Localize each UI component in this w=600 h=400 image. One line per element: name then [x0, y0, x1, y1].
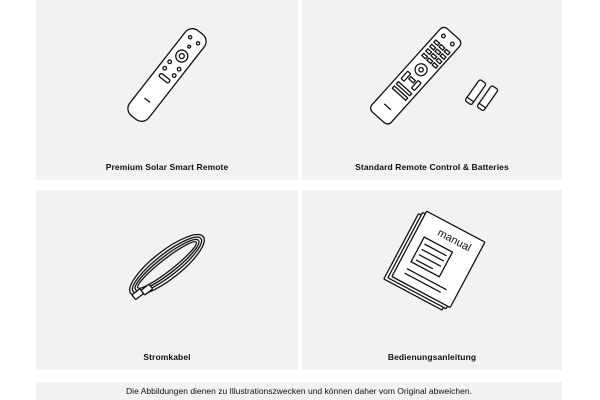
item-card-manual [302, 190, 562, 370]
remote-batteries-icon [357, 15, 507, 135]
illustration-area [302, 0, 562, 150]
illustration-area [302, 190, 562, 340]
item-caption: Standard Remote Control & Batteries [355, 162, 509, 172]
solar-remote-icon [107, 15, 227, 135]
illustration-area [36, 0, 298, 150]
power-cable-icon [107, 210, 227, 320]
item-caption: Bedienungsanleitung [387, 352, 477, 362]
illustration-area [36, 190, 298, 340]
item-card-power-cable [36, 190, 298, 370]
manual-icon [372, 210, 492, 320]
item-card-solar-remote [36, 0, 298, 180]
disclaimer-note: Die Abbildungen dienen zu Illustrationszwecken und können daher vom Original abweichen. [36, 382, 562, 400]
item-caption: Premium Solar Smart Remote [105, 162, 229, 172]
manual-cover-label: manual [435, 226, 473, 255]
item-card-remote-batteries [302, 0, 562, 180]
item-caption: Stromkabel [143, 352, 191, 362]
